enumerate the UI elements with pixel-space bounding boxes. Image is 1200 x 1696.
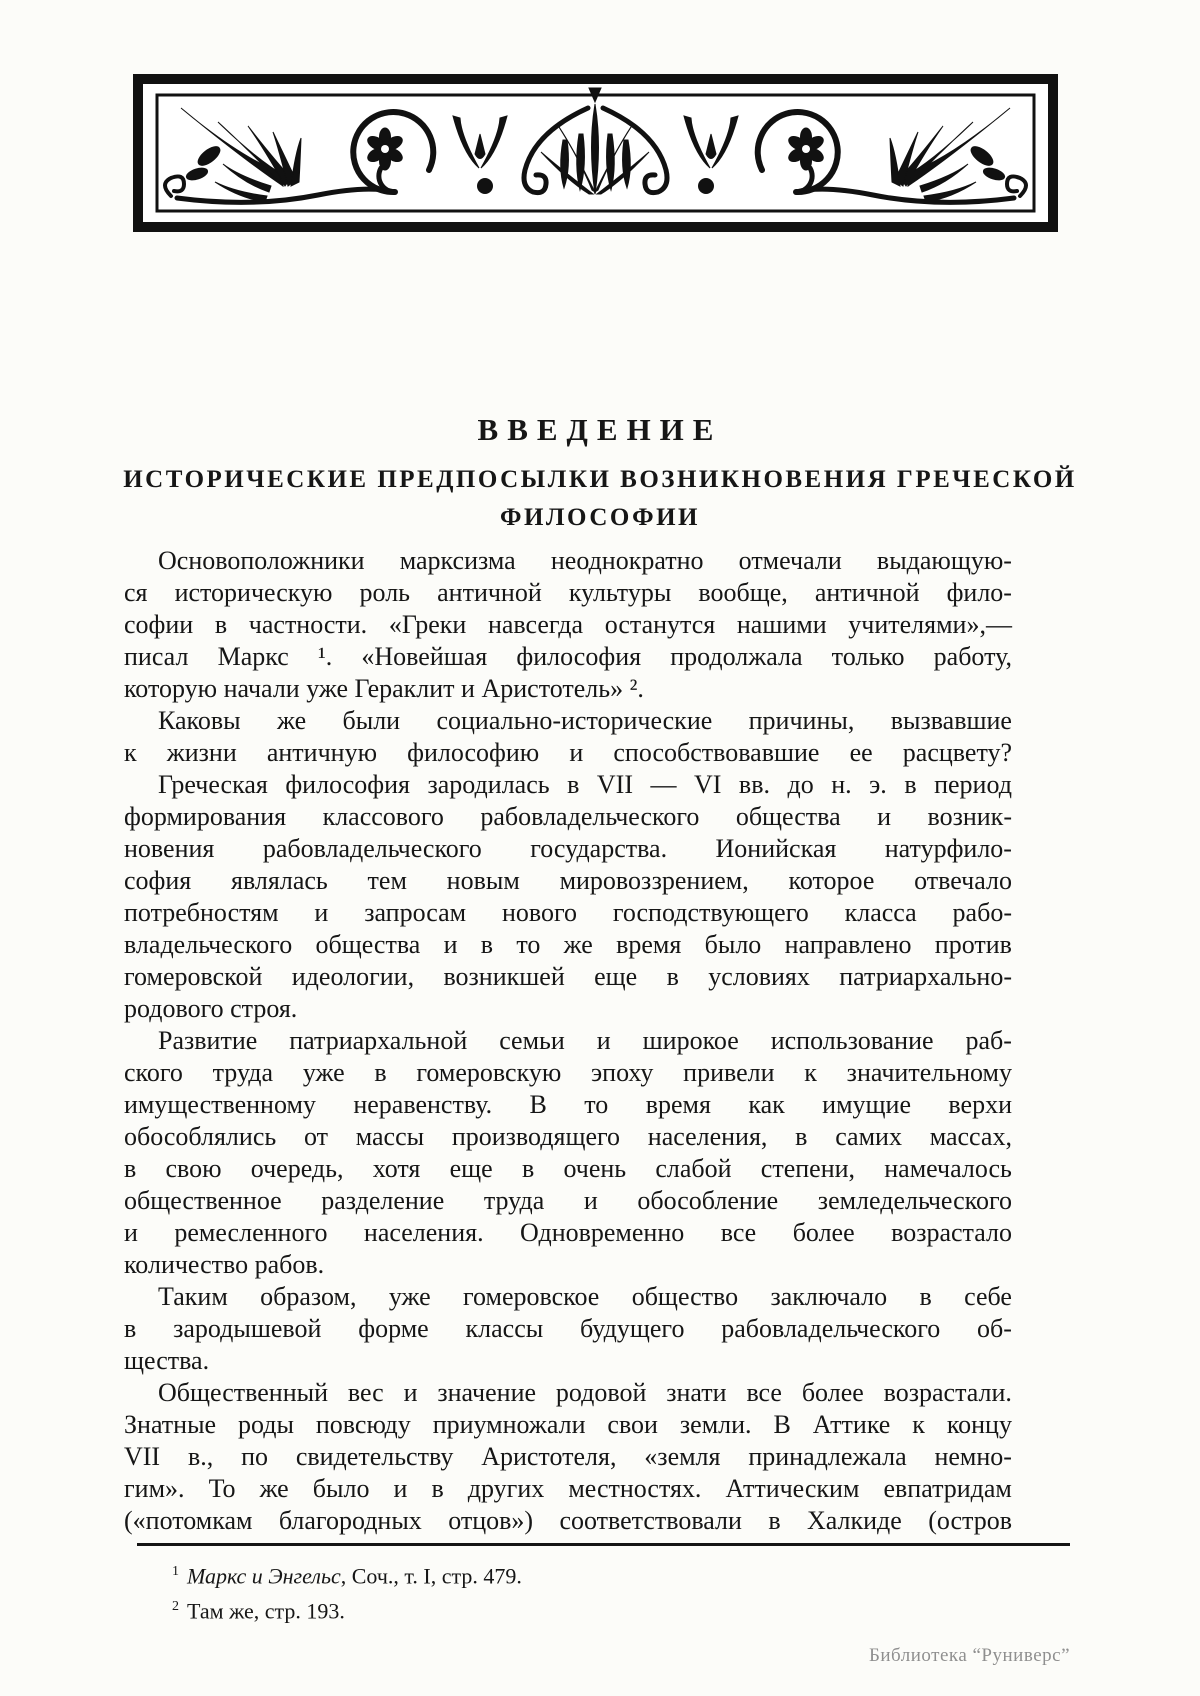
page-subtitle-line2: ФИЛОСОФИИ	[500, 504, 700, 531]
text-line: VII в., по свидетельству Аристотеля, «земля принадлежала немно-	[124, 1442, 1012, 1471]
text-line: Знатные роды повсюду приумножали свои земли. В Аттике к концу	[124, 1410, 1012, 1439]
text-line: потребностям и запросам нового господствующего класса рабо-	[124, 898, 1012, 927]
text-line: в свою очередь, хотя еще в очень слабой степени, намечалось	[124, 1154, 1012, 1183]
text-line: ского труда уже в гомеровскую эпоху привели к значительному	[124, 1058, 1012, 1087]
footnote-rule	[137, 1543, 1070, 1546]
footnote-1	[124, 1556, 1024, 1591]
text-line: имущественному неравенству. В то время как имущие верхи	[124, 1090, 1012, 1119]
text-line: щества.	[124, 1346, 210, 1375]
footnote-2-ref: 2	[172, 1599, 179, 1615]
text-line: владельческого общества и в то же время было направлено против	[124, 930, 1012, 959]
text-line: софии в частности. «Греки навсегда останутся нашими учителями»,—	[124, 610, 1012, 639]
text-line: Таким образом, уже гомеровское общество заключало в себе	[158, 1282, 1012, 1311]
headpiece-ornament	[133, 74, 1058, 232]
page-title: ВВЕДЕНИЕ	[477, 412, 723, 447]
text-line: к жизни античную философию и способствовавшие ее расцвету?	[124, 738, 1012, 767]
footnote-1-author: Маркс и Энгельс	[187, 1563, 341, 1589]
text-line: и ремесленного населения. Одновременно все более возрастало	[124, 1218, 1012, 1247]
body-text	[124, 545, 1012, 1537]
footnote-1-text: , Соч., т. I, стр. 479.	[340, 1563, 522, 1589]
footnote-2	[124, 1591, 1024, 1626]
text-line: Греческая философия зародилась в VII — VI вв. до н. э. в период	[158, 770, 1012, 799]
page-subtitle	[0, 461, 1200, 537]
text-line: Общественный вес и значение родовой знати все более возрастали.	[158, 1378, 1012, 1407]
text-line: количество рабов.	[124, 1250, 325, 1279]
text-line: формирования классового рабовладельческого общества и возник-	[124, 802, 1012, 831]
text-line: обособлялись от массы производящего населения, в самих массах,	[124, 1122, 1012, 1151]
text-line: ся историческую роль античной культуры вообще, античной фило-	[124, 578, 1012, 607]
footnote-2-text: Там же, стр. 193.	[187, 1598, 345, 1624]
text-line: Развитие патриархальной семьи и широкое использование раб-	[158, 1026, 1012, 1055]
text-line: («потомкам благородных отцов») соответствовали в Халкиде (остров	[124, 1506, 1012, 1535]
text-line: писал Маркс ¹. «Новейшая философия продолжала только работу,	[124, 642, 1012, 671]
text-line: гомеровской идеологии, возникшей еще в условиях патриархально-	[124, 962, 1012, 991]
footnote-1-ref: 1	[172, 1564, 179, 1579]
footnotes	[124, 1556, 1024, 1627]
text-line: гим». То же было и в других местностях. Аттическим евпатридам	[124, 1474, 1012, 1503]
text-line: софия являлась тем новым мировоззрением, которое отвечало	[124, 866, 1012, 895]
text-line: Каковы же были социально-исторические причины, вызвавшие	[158, 706, 1012, 735]
text-line: в зародышевой форме классы будущего рабовладельческого об-	[124, 1314, 1012, 1343]
text-line: новения рабовладельческого государства. Ионийская натурфило-	[124, 834, 1012, 863]
page-subtitle-line1: ИСТОРИЧЕСКИЕ ПРЕДПОСЫЛКИ ВОЗНИКНОВЕНИЯ ГРЕЧЕСКОЙ	[123, 466, 1077, 493]
text-line: Основоположники марксизма неоднократно отмечали выдающую-	[158, 546, 1012, 575]
anthemion-frieze-icon	[133, 74, 1058, 232]
text-line: родового строя.	[124, 994, 298, 1023]
text-line: общественное разделение труда и обособление земледельческого	[124, 1186, 1012, 1215]
library-watermark: Библиотека “Руниверс”	[868, 1645, 1070, 1666]
text-line: которую начали уже Гераклит и Аристотель» ².	[124, 674, 644, 703]
